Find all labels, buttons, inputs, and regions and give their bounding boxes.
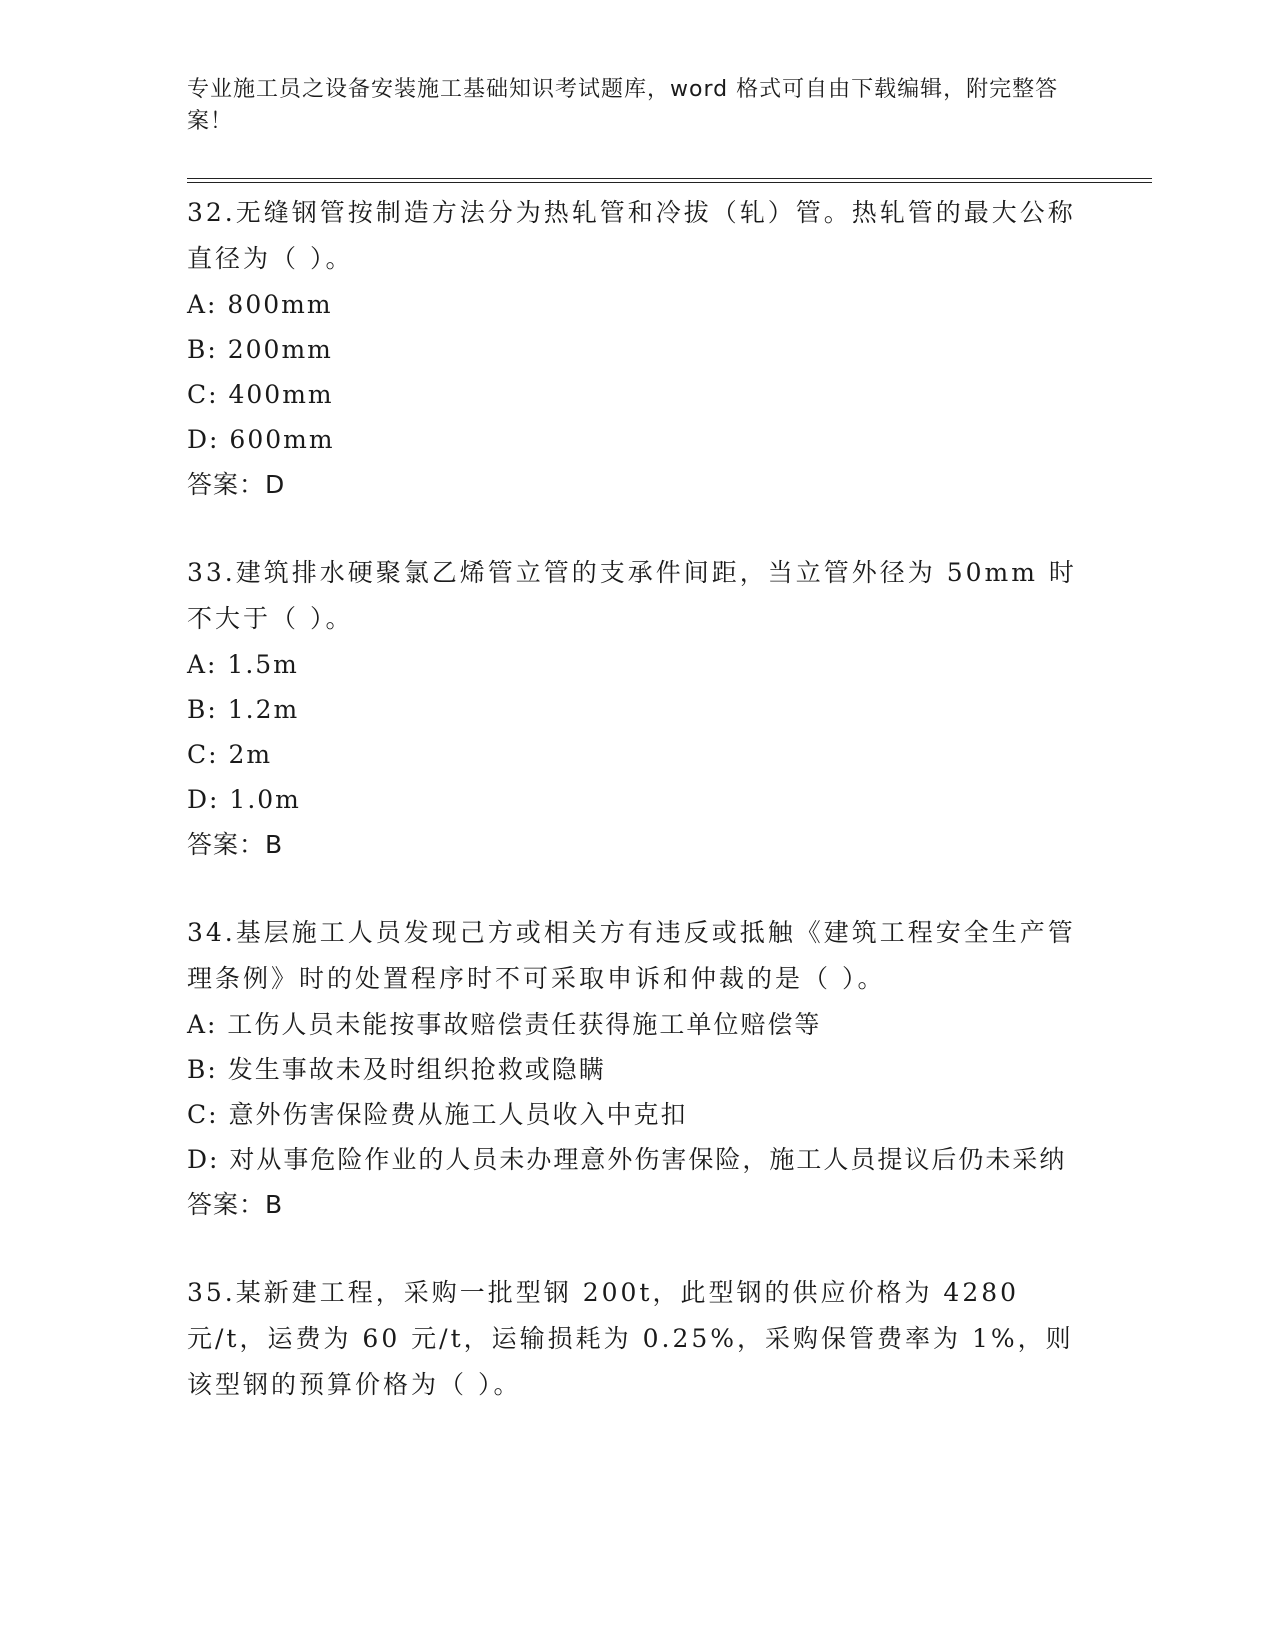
answer: 答案：B bbox=[187, 830, 284, 859]
option-a: A: 800mm bbox=[187, 290, 333, 319]
question-stem: 34.基层施工人员发现己方或相关方有违反或抵触《建筑工程安全生产管理条例》时的处置程序时不可采取申诉和仲裁的是（ ）。 bbox=[187, 918, 1076, 993]
option-d: D: 1.0m bbox=[187, 785, 301, 814]
option-a: A: 工伤人员未能按事故赔偿责任获得施工单位赔偿等 bbox=[187, 1010, 822, 1039]
question-32 bbox=[187, 190, 1087, 508]
option-d: D: 600mm bbox=[187, 425, 335, 454]
answer: 答案：D bbox=[187, 470, 286, 499]
question-33 bbox=[187, 550, 1087, 868]
option-c: C: 2m bbox=[187, 740, 273, 769]
question-stem: 35.某新建工程，采购一批型钢 200t，此型钢的供应价格为 4280 元/t，运费为 60 元/t，运输损耗为 0.25%，采购保管费率为 1%，则该型钢的预算价格为（ ）。 bbox=[187, 1278, 1074, 1399]
option-b: B: 发生事故未及时组织抢救或隐瞒 bbox=[187, 1055, 606, 1084]
question-stem: 32.无缝钢管按制造方法分为热轧管和冷拔（轧）管。热轧管的最大公称直径为（ ）。 bbox=[187, 198, 1076, 273]
question-35 bbox=[187, 1270, 1087, 1408]
option-a: A: 1.5m bbox=[187, 650, 299, 679]
page-header: 专业施工员之设备安装施工基础知识考试题库，word 格式可自由下载编辑，附完整答案！ bbox=[187, 77, 1059, 134]
option-b: B: 1.2m bbox=[187, 695, 300, 724]
spacer bbox=[187, 508, 1087, 550]
question-list bbox=[187, 190, 1087, 1408]
question-stem: 33.建筑排水硬聚氯乙烯管立管的支承件间距，当立管外径为 50mm 时不大于（ ）。 bbox=[187, 558, 1077, 633]
header-divider-bottom bbox=[187, 182, 1152, 183]
option-c: C: 意外伤害保险费从施工人员收入中克扣 bbox=[187, 1100, 688, 1129]
question-34 bbox=[187, 910, 1087, 1228]
option-c: C: 400mm bbox=[187, 380, 334, 409]
spacer bbox=[187, 868, 1087, 910]
option-d: D: 对从事危险作业的人员未办理意外伤害保险，施工人员提议后仍未采纳 bbox=[187, 1145, 1067, 1174]
header-divider-top bbox=[187, 178, 1152, 179]
option-b: B: 200mm bbox=[187, 335, 333, 364]
answer: 答案：B bbox=[187, 1190, 284, 1219]
spacer bbox=[187, 1228, 1087, 1270]
